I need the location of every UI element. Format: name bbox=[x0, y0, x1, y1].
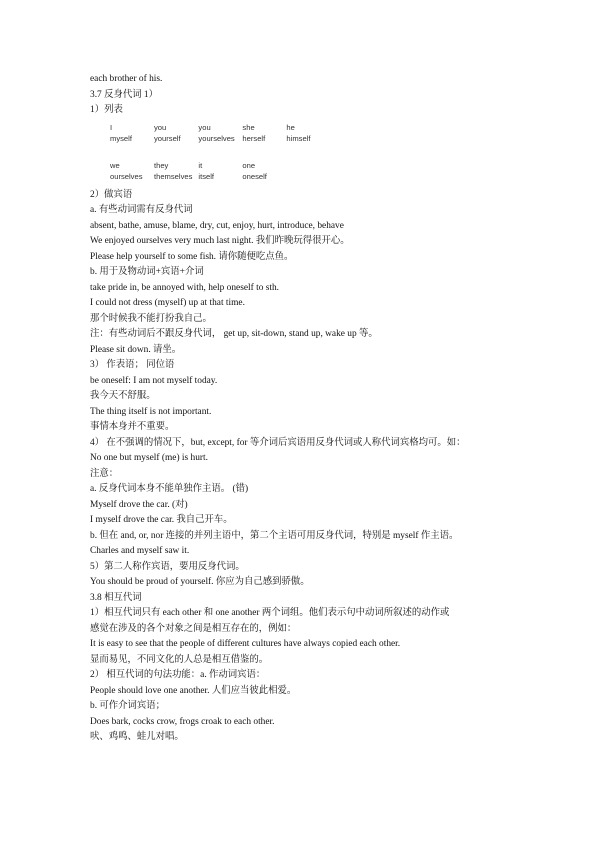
table-cell: we bbox=[110, 160, 120, 170]
table-cell: herself bbox=[242, 133, 266, 143]
text-line: It is easy to see that the people of different cultures have always copied each other. bbox=[90, 639, 401, 649]
text-line: Please sit down. 请坐。 bbox=[90, 344, 182, 355]
text-line: 那个时候我不能打扮我自己。 bbox=[90, 313, 212, 324]
text-line: b. 用于及物动词+宾语+介词 bbox=[90, 267, 204, 277]
table-cell: it bbox=[198, 160, 203, 170]
table-cell: he bbox=[286, 122, 295, 132]
text-line: 显而易见，不同文化的人总是相互借鉴的。 bbox=[90, 654, 269, 665]
table-cell: oneself bbox=[242, 171, 267, 181]
text-line: You should be proud of yourself. 你应为自己感到骄傲。 bbox=[90, 577, 310, 587]
text-line: be oneself: I am not myself today. bbox=[90, 375, 218, 386]
text-line: 4） 在不强调的情况下，but, except, for 等介词后宾语用反身代词或人称代词宾格均可。如： bbox=[90, 437, 466, 448]
text-line: 1）相互代词只有 each other 和 one another 两个词组。他们表示句中动词所叙述的动作或 bbox=[90, 608, 450, 618]
text-line: No one but myself (me) is hurt. bbox=[90, 453, 208, 463]
table-cell: one bbox=[242, 160, 256, 170]
table-cell: ourselves bbox=[110, 171, 143, 181]
table-cell: myself bbox=[110, 133, 132, 143]
table-cell: I bbox=[110, 122, 113, 132]
text-line: Does bark, cocks crow, frogs croak to each other. bbox=[90, 716, 275, 727]
table-cell: you bbox=[154, 122, 167, 132]
table-cell bbox=[286, 160, 330, 171]
text-line: each brother of his. bbox=[90, 74, 163, 84]
text-line: b. 可作介词宾语； bbox=[90, 701, 166, 711]
text-line: 3.8 相互代词 bbox=[90, 592, 142, 603]
table-cell: they bbox=[154, 160, 169, 170]
pronoun-table bbox=[110, 122, 530, 182]
text-line: Myself drove the car. (对) bbox=[90, 499, 188, 510]
text-line: b. 但在 and, or, nor 连接的并列主语中，第二个主语可用反身代词，特别是 myself 作主语。 bbox=[90, 530, 459, 541]
table-cell: she bbox=[242, 122, 255, 132]
text-line: 注意： bbox=[90, 468, 119, 479]
table-cell: himself bbox=[286, 133, 311, 143]
text-line: absent, bathe, amuse, blame, dry, cut, enjoy, hurt, introduce, behave bbox=[90, 220, 344, 231]
table-cell bbox=[286, 171, 330, 182]
text-line: a. 反身代词本身不能单独作主语。 (错) bbox=[90, 484, 249, 494]
text-line: 我今天不舒服。 bbox=[90, 391, 156, 401]
text-line: The thing itself is not important. bbox=[90, 406, 212, 417]
text-line: Please help yourself to some fish. 请你随便吃点鱼。 bbox=[90, 251, 294, 262]
text-line: 感觉在涉及的各个对象之间是相互存在的，例如： bbox=[90, 623, 297, 634]
section-heading: 3.7 反身代词 1） bbox=[90, 89, 158, 100]
text-line: Charles and myself saw it. bbox=[90, 546, 190, 556]
text-line: We enjoyed ourselves very much last night. 我们昨晚玩得很开心。 bbox=[90, 236, 350, 246]
text-line: a. 有些动词需有反身代词 bbox=[90, 205, 193, 215]
text-line: 注：有些动词后不跟反身代词， get up, sit-down, stand up, wake up 等。 bbox=[90, 329, 378, 339]
page-content bbox=[90, 72, 530, 746]
text-line: 事情本身并不重要。 bbox=[90, 422, 175, 432]
table-cell: yourself bbox=[154, 133, 181, 143]
text-line: I myself drove the car. 我自己开车。 bbox=[90, 515, 233, 525]
text-line: 5）第二人称作宾语，要用反身代词。 bbox=[90, 561, 245, 572]
text-line: People should love one another. 人们应当彼此相爱。 bbox=[90, 685, 297, 696]
text-line: I could not dress (myself) up at that time. bbox=[90, 298, 245, 308]
text-line: 3） 作表语； 同位语 bbox=[90, 360, 175, 370]
text-line: 2） 相互代词的句法功能：a. 作动词宾语： bbox=[90, 670, 266, 680]
text-line: take pride in, be annoyed with, help oneself to sth. bbox=[90, 282, 280, 293]
table-cell: itself bbox=[198, 171, 215, 181]
body-text bbox=[90, 188, 530, 746]
text-line: 2）做宾语 bbox=[90, 189, 133, 200]
table-cell: you bbox=[198, 122, 211, 132]
table-cell: themselves bbox=[154, 171, 193, 181]
table-cell: yourselves bbox=[198, 133, 235, 143]
text-line: 1）列表 bbox=[90, 105, 123, 115]
text-line: 吠、鸡鸣、蛙儿对唱。 bbox=[90, 732, 184, 742]
